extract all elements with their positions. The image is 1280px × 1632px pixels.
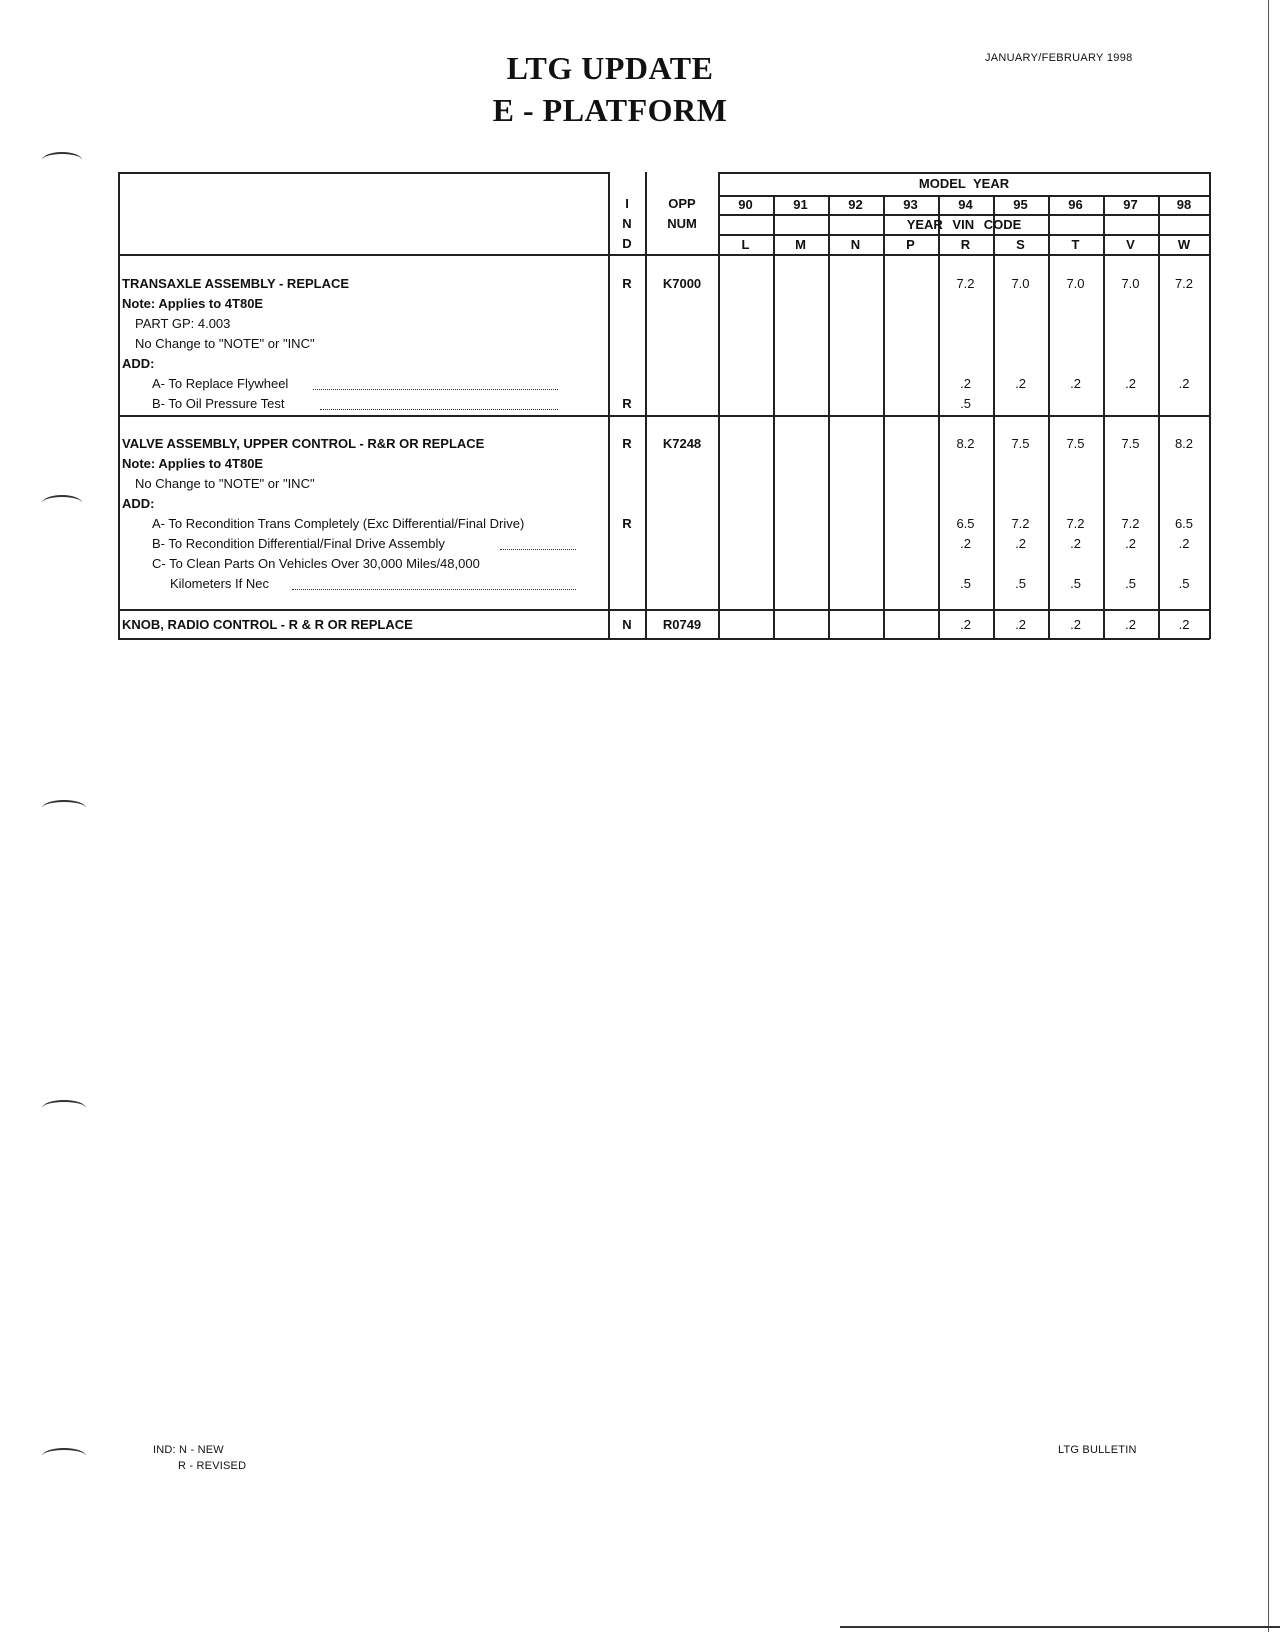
ind-header-n: N — [622, 216, 632, 231]
labor-time-96: 7.5 — [1066, 436, 1085, 451]
operation-title: KNOB, RADIO CONTROL - R & R OR REPLACE — [122, 617, 413, 632]
no-change-note: No Change to "NOTE" or "INC" — [135, 476, 315, 491]
column-divider — [938, 195, 940, 639]
leader-dots — [500, 549, 576, 550]
model-year-label: MODEL YEAR — [918, 176, 1010, 191]
year-97: 97 — [1123, 197, 1138, 212]
column-divider — [1048, 195, 1050, 639]
ind-header-i: I — [625, 196, 629, 211]
add-item-b: B- To Oil Pressure Test — [152, 396, 285, 411]
column-divider — [773, 234, 775, 639]
year-90: 90 — [738, 197, 753, 212]
opp-header-line2: NUM — [667, 216, 697, 231]
add-a-time-97: .2 — [1125, 376, 1136, 391]
binder-hole-icon — [42, 1100, 86, 1116]
ind-value: N — [622, 617, 632, 632]
ind-value: R — [622, 276, 632, 291]
table-border-top — [118, 172, 608, 174]
column-divider — [118, 172, 120, 639]
labor-time-96: .2 — [1070, 617, 1081, 632]
add-a-time-95: .2 — [1015, 376, 1026, 391]
add-c-time-98: .5 — [1178, 576, 1190, 591]
no-change-note: No Change to "NOTE" or "INC" — [135, 336, 315, 351]
opp-number: K7248 — [662, 436, 702, 451]
add-a-time-98: .2 — [1178, 376, 1190, 391]
add-a-time-97: 7.2 — [1121, 516, 1140, 531]
year-98: 98 — [1176, 197, 1192, 212]
ind-legend-new: IND: N - NEW — [153, 1444, 224, 1456]
labor-time-95: .2 — [1015, 617, 1026, 632]
opp-number: R0749 — [662, 617, 702, 632]
labor-time-96: 7.0 — [1066, 276, 1085, 291]
row-divider — [118, 415, 1210, 417]
header-divider — [718, 214, 1210, 216]
operation-title: TRANSAXLE ASSEMBLY - REPLACE — [122, 276, 350, 291]
binder-hole-icon — [42, 495, 82, 511]
title-line-1: LTG UPDATE — [506, 50, 714, 86]
add-a-time-98: 6.5 — [1174, 516, 1194, 531]
leader-dots — [320, 409, 558, 410]
vin-code-label: YEAR VIN CODE — [906, 217, 1022, 232]
add-label: ADD: — [122, 496, 155, 511]
year-91: 91 — [793, 197, 808, 212]
year-96: 96 — [1068, 197, 1083, 212]
vin-code-w: W — [1177, 237, 1191, 252]
year-94: 94 — [958, 197, 973, 212]
add-a-time-94: .2 — [960, 376, 971, 391]
labor-time-97: 7.0 — [1121, 276, 1140, 291]
labor-time-94: 7.2 — [956, 276, 975, 291]
labor-time-94: 8.2 — [956, 436, 975, 451]
add-b-time-97: .2 — [1125, 536, 1136, 551]
row-divider — [118, 609, 1210, 611]
add-item-a: A- To Recondition Trans Completely (Exc Differential/Final Drive) — [152, 516, 525, 531]
add-b-time-95: .2 — [1015, 536, 1026, 551]
column-divider — [828, 234, 830, 639]
vin-code-n: N — [850, 237, 861, 252]
column-divider — [993, 195, 995, 639]
labor-time-98: 8.2 — [1174, 436, 1194, 451]
vin-code-p: P — [906, 237, 915, 252]
leader-dots — [313, 389, 558, 390]
operation-note: Note: Applies to 4T80E — [122, 456, 264, 471]
opp-header-line1: OPP — [668, 196, 696, 211]
add-b-time-96: .2 — [1070, 536, 1081, 551]
labor-time-97: 7.5 — [1121, 436, 1140, 451]
ind-value: R — [622, 436, 632, 451]
table-border-top — [718, 172, 1210, 174]
operation-title: VALVE ASSEMBLY, UPPER CONTROL - R&R OR REPLACE — [122, 436, 485, 451]
add-item-b: B- To Recondition Differential/Final Drive Assembly — [152, 536, 445, 551]
labor-time-97: .2 — [1125, 617, 1136, 632]
add-a-time-96: .2 — [1070, 376, 1081, 391]
binder-hole-icon — [42, 152, 82, 168]
labor-time-98: .2 — [1178, 617, 1190, 632]
add-a-time-94: 6.5 — [956, 516, 975, 531]
scan-edge-line — [840, 1626, 1280, 1628]
ind-header-d: D — [622, 236, 632, 251]
year-93: 93 — [903, 197, 918, 212]
table-border-bottom — [118, 638, 1210, 640]
vin-code-r: R — [960, 237, 971, 252]
binder-hole-icon — [42, 1448, 86, 1464]
add-a-time-96: 7.2 — [1066, 516, 1085, 531]
add-item-c-line1: C- To Clean Parts On Vehicles Over 30,000 Miles/48,000 — [152, 556, 480, 571]
add-b-time-94: .2 — [960, 536, 971, 551]
year-92: 92 — [848, 197, 863, 212]
year-95: 95 — [1013, 197, 1028, 212]
add-c-time-97: .5 — [1125, 576, 1136, 591]
add-c-time-95: .5 — [1015, 576, 1026, 591]
labor-time-95: 7.5 — [1011, 436, 1030, 451]
binder-hole-icon — [42, 800, 86, 816]
add-c-time-94: .5 — [960, 576, 971, 591]
header-divider — [718, 234, 1210, 236]
column-divider — [1103, 195, 1105, 639]
bulletin-date: JANUARY/FEBRUARY 1998 — [985, 52, 1133, 64]
vin-code-s: S — [1016, 237, 1025, 252]
header-bottom — [118, 254, 1210, 256]
title-line-2: E - PLATFORM — [492, 92, 728, 128]
scan-edge-line — [1268, 0, 1269, 1632]
ind-value: R — [622, 396, 632, 411]
add-a-time-95: 7.2 — [1011, 516, 1030, 531]
leader-dots — [292, 589, 576, 590]
ind-value: R — [622, 516, 632, 531]
column-divider — [1158, 195, 1160, 639]
ind-legend-revised: R - REVISED — [178, 1460, 247, 1472]
add-b-time-98: .2 — [1178, 536, 1190, 551]
labor-time-95: 7.0 — [1011, 276, 1030, 291]
add-b-time-94: .5 — [960, 396, 971, 411]
operation-note: Note: Applies to 4T80E — [122, 296, 264, 311]
vin-code-t: T — [1071, 237, 1080, 252]
labor-time-98: 7.2 — [1174, 276, 1194, 291]
column-divider — [883, 234, 885, 639]
add-item-a: A- To Replace Flywheel — [152, 376, 289, 391]
vin-code-v: V — [1126, 237, 1135, 252]
bulletin-label: LTG BULLETIN — [1058, 1444, 1137, 1456]
part-group: PART GP: 4.003 — [135, 316, 231, 331]
vin-code-l: L — [741, 237, 750, 252]
add-item-c-line2: Kilometers If Nec — [170, 576, 269, 591]
labor-time-94: .2 — [960, 617, 971, 632]
vin-code-m: M — [795, 237, 806, 252]
add-c-time-96: .5 — [1070, 576, 1081, 591]
add-label: ADD: — [122, 356, 155, 371]
opp-number: K7000 — [662, 276, 702, 291]
